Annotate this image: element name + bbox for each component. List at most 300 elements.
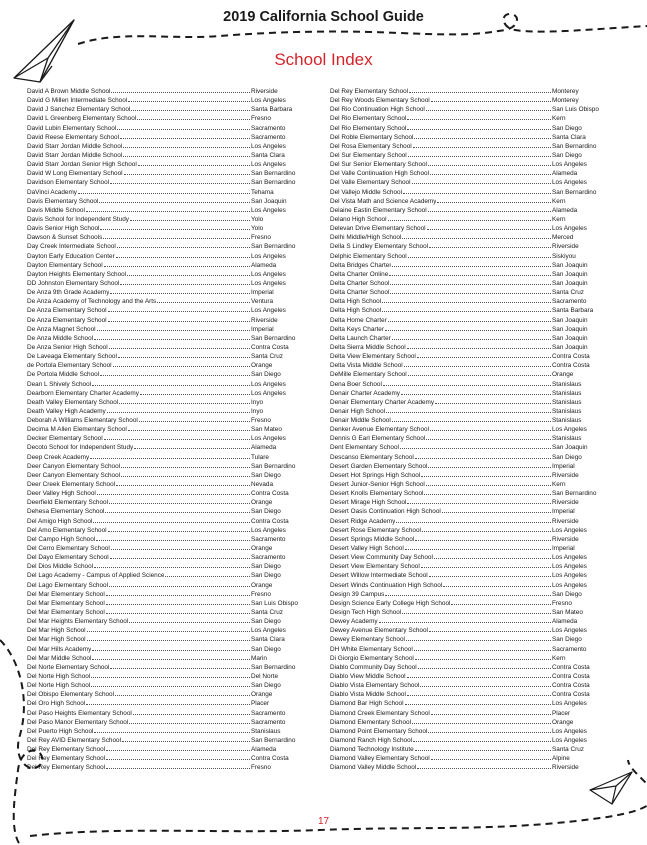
index-entry [330, 167, 619, 176]
county-name: Sacramento [251, 535, 286, 543]
dot-leader [137, 112, 250, 120]
index-entry [330, 451, 619, 460]
county-name: Stanislaus [552, 389, 582, 397]
index-entry [330, 734, 619, 743]
county-name: Los Angeles [251, 97, 286, 105]
dot-leader [431, 94, 551, 102]
index-entry [27, 131, 319, 140]
dot-leader [421, 560, 551, 568]
dot-leader [451, 597, 551, 605]
school-name: Desert Ridge Academy [330, 517, 396, 525]
county-name: Fresno [251, 115, 271, 123]
index-entry [330, 176, 619, 185]
dot-leader [103, 231, 250, 239]
county-name: San Mateo [251, 426, 282, 434]
county-name: Los Angeles [251, 252, 286, 260]
dot-leader [407, 341, 551, 349]
index-entry [27, 323, 319, 332]
dot-leader [116, 250, 250, 258]
school-name: Della S Lindley Elementary School [330, 243, 429, 251]
school-name: Deer Canyon Elementary School [27, 462, 121, 470]
dot-leader [383, 378, 551, 386]
county-name: Alpine [552, 755, 570, 763]
school-name: Del Obispo Elementary School [27, 691, 115, 699]
index-entry [27, 451, 319, 460]
school-name: Del Rey AVID Elementary School [27, 736, 122, 744]
dot-leader [94, 560, 250, 568]
dot-leader [131, 103, 250, 111]
index-entry [27, 167, 319, 176]
dot-leader [400, 441, 551, 449]
school-name: Del Rey Woods Elementary School [330, 97, 430, 105]
county-name: San Joaquin [552, 261, 588, 269]
index-entry [27, 240, 319, 249]
school-name: Diamond Point Elementary School [330, 727, 428, 735]
index-entry [330, 286, 619, 295]
school-name: Del Mar Middle School [27, 654, 92, 662]
dot-leader [402, 606, 551, 614]
county-name: Los Angeles [251, 526, 286, 534]
index-entry [27, 478, 319, 487]
index-entry [27, 761, 319, 770]
school-name: Del Rio Continuation High School [330, 106, 425, 114]
dot-leader [404, 359, 551, 367]
index-entry [27, 277, 319, 286]
dot-leader [104, 259, 250, 267]
school-name: Dean L Shively School [27, 380, 92, 388]
guide-title: 2019 California School Guide [223, 9, 424, 25]
index-entry [330, 213, 619, 222]
dot-leader [414, 131, 551, 139]
dot-leader [90, 451, 250, 459]
index-entry [330, 469, 619, 478]
dot-leader [109, 579, 250, 587]
county-name: Riverside [552, 517, 579, 525]
dot-leader [129, 716, 250, 724]
dot-leader [106, 761, 250, 769]
dot-leader [111, 542, 250, 550]
dot-leader [426, 478, 551, 486]
dot-leader [385, 323, 551, 331]
school-name: Death Valley High Academy [27, 407, 106, 415]
county-name: San Diego [251, 471, 281, 479]
county-name: Inyo [251, 398, 264, 406]
index-entry [27, 597, 319, 606]
county-name: San Luis Obispo [552, 106, 599, 114]
dot-leader [415, 533, 551, 541]
county-name: Yolo [251, 225, 264, 233]
county-name: Los Angeles [251, 206, 286, 214]
dot-leader [92, 643, 250, 651]
county-name: Fresno [552, 599, 572, 607]
dot-leader [408, 250, 551, 258]
dot-leader [97, 487, 250, 495]
dot-leader [134, 441, 250, 449]
dot-leader [157, 295, 250, 303]
index-entry [330, 761, 619, 770]
school-name: Dena Boer School [330, 380, 382, 388]
dot-leader [86, 697, 250, 705]
school-name: Del Mar Elementary School [27, 609, 105, 617]
school-name: Delta High School [330, 298, 382, 306]
school-name: Desert Valley High School [330, 545, 404, 553]
dot-leader [390, 277, 551, 285]
county-name: San Joaquin [552, 279, 588, 287]
index-entry [27, 560, 319, 569]
county-name: San Joaquin [552, 343, 588, 351]
paper-airplane-small-icon [590, 772, 632, 804]
county-name: Contra Costa [251, 343, 289, 351]
dot-leader [123, 140, 250, 148]
index-entry [330, 505, 619, 514]
dot-leader [127, 268, 250, 276]
school-name: Delta Charter Online [330, 270, 389, 278]
school-name: Diablo View Middle School [330, 673, 406, 680]
index-entry [330, 295, 619, 304]
school-name: Del Oro High School [27, 700, 86, 708]
index-entry [27, 643, 319, 652]
index-entry [27, 551, 319, 560]
dot-leader [424, 487, 551, 495]
school-name: DeMille Elementary School [330, 371, 407, 379]
county-name: Riverside [251, 316, 278, 324]
index-entry [330, 103, 619, 112]
county-name: Fresno [251, 417, 271, 425]
county-name: Los Angeles [251, 161, 286, 169]
school-name: Del Paso Manor Elementary School [27, 718, 129, 726]
school-name: Diablo Community Day School [330, 663, 417, 671]
county-name: Orange [552, 371, 574, 379]
index-entry [330, 341, 619, 350]
school-name: De Anza Magnet School [27, 325, 96, 333]
dot-leader [428, 158, 551, 166]
county-name: San Diego [251, 563, 281, 571]
county-name: Santa Clara [251, 636, 285, 644]
county-name: Alameda [251, 261, 277, 269]
school-name: Delevan Drive Elementary School [330, 225, 426, 233]
index-entry [330, 186, 619, 195]
index-entry [330, 423, 619, 432]
school-name: Delta High School [330, 307, 382, 315]
county-name: Los Angeles [552, 727, 587, 735]
dot-leader [417, 350, 551, 358]
county-name: Contra Costa [552, 673, 590, 680]
dot-leader [437, 195, 551, 203]
county-name: Fresno [251, 764, 271, 772]
dot-leader [105, 505, 250, 513]
dot-leader [390, 286, 551, 294]
county-name: San Bernardino [552, 188, 597, 196]
county-name: Stanislaus [552, 407, 582, 415]
county-name: Santa Barbara [552, 307, 594, 315]
county-name: San Joaquin [251, 197, 287, 205]
county-name: San Joaquin [552, 334, 588, 342]
school-name: Design Tech High School [330, 609, 402, 617]
index-entry [27, 186, 319, 195]
school-name: Desert Knolls Elementary School [330, 490, 424, 498]
index-entry [27, 505, 319, 514]
school-name: Decoto School for Independent Study [27, 444, 134, 452]
county-name: Los Angeles [552, 581, 587, 589]
county-name: Sacramento [552, 645, 587, 653]
index-entry [27, 213, 319, 222]
county-name: Stanislaus [552, 435, 582, 443]
dot-leader [407, 670, 551, 678]
dot-leader [392, 414, 551, 422]
dot-leader [106, 752, 250, 760]
school-name: David A Brown Middle School [27, 88, 111, 95]
dot-leader [402, 231, 551, 239]
dot-leader [100, 222, 250, 230]
county-name: Orange [251, 362, 273, 370]
school-name: Dewey Avenue Elementary School [330, 627, 428, 635]
index-entry [330, 85, 619, 94]
index-entry [27, 441, 319, 450]
index-entry [330, 579, 619, 588]
county-name: Alameda [552, 170, 578, 178]
index-entry [330, 697, 619, 706]
index-entry [330, 350, 619, 359]
school-index-left-column [27, 85, 319, 771]
county-name: Fresno [251, 590, 271, 598]
school-name: Decima M Allen Elementary School [27, 426, 127, 434]
county-name: Contra Costa [251, 517, 289, 525]
dot-leader [117, 122, 250, 130]
dot-leader [109, 496, 250, 504]
county-name: Orange [251, 581, 273, 589]
dot-leader [111, 85, 250, 93]
dot-leader [428, 725, 551, 733]
index-entry [330, 240, 619, 249]
dot-leader [409, 85, 551, 93]
index-entry [27, 350, 319, 359]
dot-leader [407, 496, 551, 504]
school-name: Diamond Valley Elementary School [330, 755, 430, 763]
dot-leader [430, 423, 551, 431]
school-name: Del Roble Elementary School [330, 133, 414, 141]
index-entry [27, 222, 319, 231]
index-entry [330, 569, 619, 578]
dot-leader [422, 524, 551, 532]
county-name: Riverside [251, 88, 278, 95]
dot-leader [110, 661, 250, 669]
county-name: San Bernardino [251, 334, 296, 342]
school-name: Diamond Valley Middle School [330, 764, 417, 772]
school-name: Dayton Early Education Center [27, 252, 115, 260]
index-entry [27, 387, 319, 396]
school-name: Dearborn Elementary Charter Academy [27, 389, 139, 397]
school-name: Desert Springs Middle School [330, 535, 415, 543]
school-name: Del Sur Elementary School [330, 151, 407, 159]
county-name: San Bernardino [251, 179, 296, 187]
dot-leader [110, 286, 250, 294]
school-name: Del Rio Elementary School [330, 124, 407, 132]
county-name: Contra Costa [552, 691, 590, 699]
school-name: Diamond Ranch High School [330, 736, 413, 744]
school-name: Del Norte High School [27, 682, 91, 690]
school-name: Davis Elementary School [27, 197, 99, 205]
school-name: De Laveaga Elementary School [27, 353, 117, 361]
dot-leader [427, 222, 551, 230]
dot-leader [407, 688, 551, 696]
county-name: Orange [552, 718, 574, 726]
county-name: Stanislaus [251, 727, 281, 735]
county-name: San Diego [251, 618, 281, 626]
dot-leader [119, 396, 250, 404]
school-name: Del Lago Academy - Campus of Applied Science [27, 572, 165, 580]
county-name: Contra Costa [251, 490, 289, 498]
index-entry [27, 396, 319, 405]
dot-leader [130, 213, 250, 221]
school-name: Deer Canyon Elementary School [27, 471, 121, 479]
index-entry [27, 469, 319, 478]
county-name: Sacramento [251, 124, 286, 132]
index-entry [27, 112, 319, 121]
school-name: Del Vallejo Middle School [330, 188, 402, 196]
school-name: Del Rosa Elementary School [330, 142, 412, 150]
index-entry [330, 661, 619, 670]
dot-leader [413, 734, 551, 742]
index-entry [330, 707, 619, 716]
county-name: San Diego [251, 682, 281, 690]
county-name: Sacramento [251, 133, 286, 141]
dot-leader [429, 569, 551, 577]
index-entry [330, 652, 619, 661]
index-entry [330, 496, 619, 505]
school-name: Delta Charter School [330, 279, 390, 287]
index-entry [27, 661, 319, 670]
school-name: Denair Elementary Charter Academy [330, 398, 435, 406]
school-name: Deerfield Elementary School [27, 499, 108, 507]
school-name: David Starr Jordan Senior High School [27, 161, 137, 169]
dot-leader [431, 707, 551, 715]
dot-leader [408, 368, 551, 376]
county-name: Los Angeles [552, 627, 587, 635]
index-entry [330, 533, 619, 542]
dot-leader [106, 743, 250, 751]
index-entry [330, 387, 619, 396]
school-name: Del Valle Elementary School [330, 179, 411, 187]
index-entry [330, 250, 619, 259]
county-name: Contra Costa [552, 682, 590, 690]
county-name: San Luis Obispo [251, 599, 298, 607]
index-entry [330, 624, 619, 633]
index-entry [27, 688, 319, 697]
school-name: Del Amo Elementary School [27, 526, 107, 534]
school-name: De Portola Middle School [27, 371, 100, 379]
county-name: Los Angeles [251, 270, 286, 278]
index-entry [27, 579, 319, 588]
dot-leader [108, 304, 250, 312]
dot-leader [116, 478, 250, 486]
school-name: Del Cerro Elementary School [27, 545, 110, 553]
county-name: Los Angeles [552, 225, 587, 233]
school-name: Design 39 Campus [330, 590, 385, 598]
county-name: San Bernardino [251, 243, 296, 251]
index-entry [330, 679, 619, 688]
dot-leader [406, 633, 551, 641]
school-index-right-column [330, 85, 619, 771]
school-name: Di Giorgio Elementary School [330, 654, 414, 662]
dot-leader [405, 697, 551, 705]
dot-leader [388, 213, 552, 221]
county-name: Los Angeles [251, 627, 286, 635]
county-name: Riverside [552, 535, 579, 543]
index-entry [27, 460, 319, 469]
index-entry [330, 633, 619, 642]
dot-leader [78, 186, 250, 194]
school-name: Diamond Creek Elementary School [330, 709, 430, 717]
index-entry [27, 304, 319, 313]
index-entry [27, 359, 319, 368]
dot-leader [165, 569, 250, 577]
county-name: Kern [552, 654, 566, 662]
dot-leader [420, 679, 551, 687]
index-entry [330, 460, 619, 469]
index-entry [27, 103, 319, 112]
index-entry [27, 423, 319, 432]
dot-leader [140, 387, 250, 395]
index-entry [27, 286, 319, 295]
county-name: Los Angeles [552, 179, 587, 187]
school-name: De Anza Academy of Technology and the Arts [27, 298, 157, 306]
dot-leader [94, 332, 250, 340]
dot-leader [120, 131, 250, 139]
index-entry [330, 94, 619, 103]
index-entry [330, 204, 619, 213]
school-name: Desert Winds Continuation High School [330, 581, 443, 589]
school-name: Deer Creek Elementary School [27, 481, 116, 489]
dot-leader [407, 112, 551, 120]
index-entry [27, 633, 319, 642]
dot-leader [392, 332, 551, 340]
county-name: Los Angeles [251, 389, 286, 397]
dot-leader [429, 240, 551, 248]
index-entry [330, 378, 619, 387]
index-entry [27, 679, 319, 688]
county-name: San Bernardino [552, 490, 597, 498]
page-number: 17 [317, 816, 330, 827]
county-name: San Diego [251, 645, 281, 653]
school-name: David Starr Jordan Middle School [27, 142, 123, 150]
school-name: Del Rey Elementary School [27, 746, 106, 754]
index-entry [330, 441, 619, 450]
county-name: Imperial [552, 462, 575, 470]
school-name: Del Sur Senior Elementary School [330, 161, 427, 169]
school-name: Davis Senior High School [27, 225, 100, 233]
index-entry [27, 250, 319, 259]
school-name: David Starr Jordan Middle School [27, 151, 123, 159]
index-entry [27, 231, 319, 240]
school-name: Denair Charter Academy [330, 389, 400, 397]
school-name: Delhi Middle/High School [330, 234, 402, 242]
dot-leader [121, 469, 250, 477]
dot-leader [392, 259, 551, 267]
index-entry [27, 259, 319, 268]
dot-leader [133, 707, 250, 715]
county-name: Imperial [251, 325, 274, 333]
dot-leader [417, 761, 551, 769]
county-name: Yolo [251, 215, 264, 223]
dot-leader [434, 551, 551, 559]
school-name: DaVinci Academy [27, 188, 77, 196]
index-entry [330, 149, 619, 158]
index-entry [27, 533, 319, 542]
dot-leader [413, 140, 551, 148]
index-entry [27, 368, 319, 377]
school-name: Descanso Elementary School [330, 453, 414, 461]
dot-leader [138, 158, 250, 166]
